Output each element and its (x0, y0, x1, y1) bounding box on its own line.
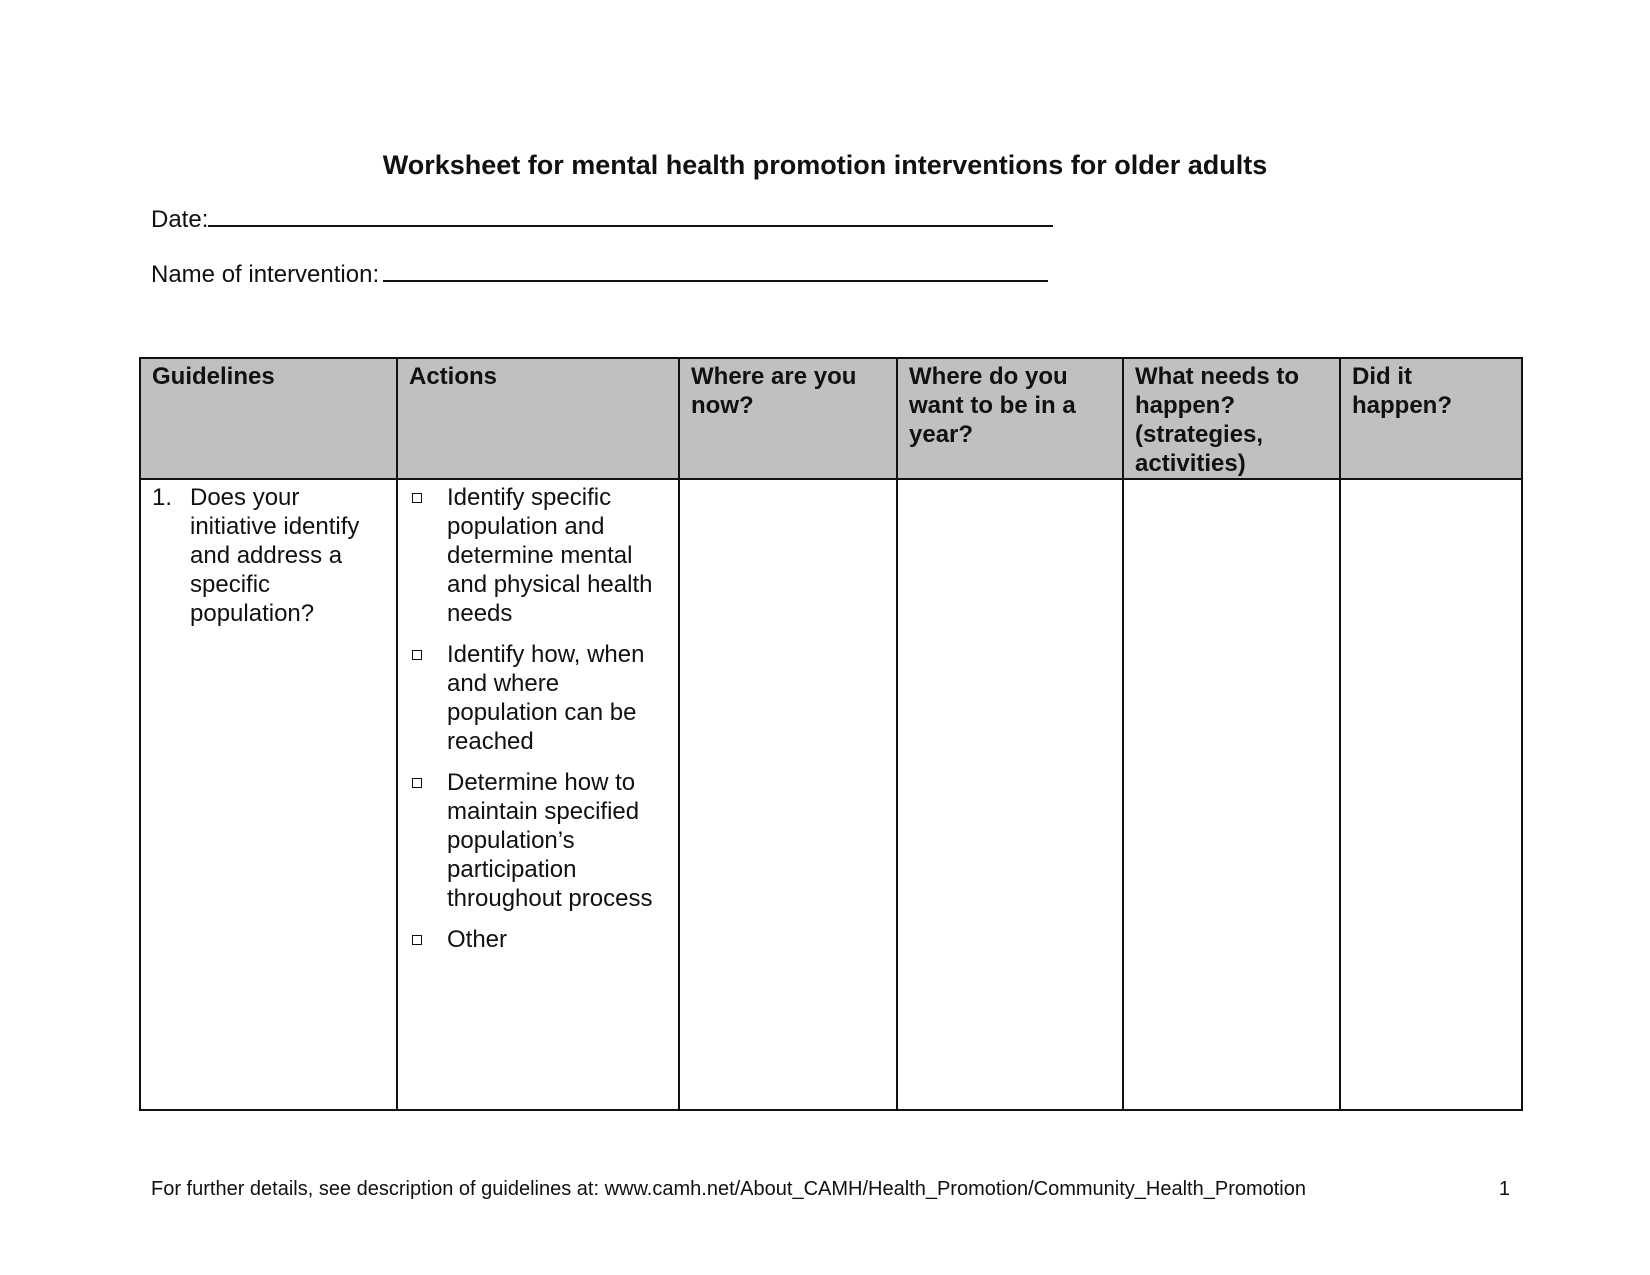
checkbox-icon[interactable] (412, 935, 422, 945)
action-text: Other (447, 926, 508, 953)
date-blank-line[interactable] (208, 203, 1053, 227)
guideline-cell (140, 479, 397, 1110)
action-text: Identify specific population and determine mental and physical health needs (447, 484, 653, 627)
action-item[interactable] (409, 768, 668, 913)
table-row (140, 479, 1522, 1110)
header-what-needs: What needs to happen? (strategies, activities) (1123, 358, 1340, 479)
where-now-cell[interactable] (679, 479, 897, 1110)
page-number: 1 (1498, 1178, 1510, 1200)
intervention-name-field (151, 258, 1048, 289)
where-in-year-cell[interactable] (897, 479, 1123, 1110)
date-label: Date: (151, 206, 209, 233)
action-item[interactable] (409, 483, 668, 628)
what-needs-cell[interactable] (1123, 479, 1340, 1110)
guideline-text: Does your initiative identify and address a specific population? (190, 484, 360, 627)
checkbox-icon[interactable] (412, 778, 422, 788)
page-title: Worksheet for mental health promotion interventions for older adults (382, 150, 1268, 180)
guideline-number: 1. (152, 484, 173, 511)
did-it-happen-cell[interactable] (1340, 479, 1522, 1110)
footer-text: For further details, see description of guidelines at: www.camh.net/About_CAMH/Health_Promotion/Community_Health_Promotion (151, 1178, 1306, 1200)
intervention-name-blank-line[interactable] (383, 258, 1048, 282)
checkbox-icon[interactable] (412, 650, 422, 660)
action-item[interactable] (409, 640, 668, 756)
action-text: Determine how to maintain specified population’s participation throughout process (447, 769, 653, 912)
intervention-name-label: Name of intervention: (151, 261, 380, 288)
header-where-now: Where are you now? (679, 358, 897, 479)
header-row (140, 358, 1522, 479)
header-did-it-happen: Did it happen? (1340, 358, 1522, 479)
action-text: Identify how, when and where population can be reached (447, 641, 645, 755)
header-guidelines: Guidelines (140, 358, 397, 479)
checkbox-icon[interactable] (412, 493, 422, 503)
footer (151, 1178, 1510, 1201)
header-actions: Actions (397, 358, 679, 479)
worksheet-table (139, 357, 1523, 1111)
date-field (151, 203, 1053, 234)
action-item[interactable] (409, 925, 668, 954)
header-where-in-year: Where do you want to be in a year? (897, 358, 1123, 479)
actions-cell (397, 479, 679, 1110)
